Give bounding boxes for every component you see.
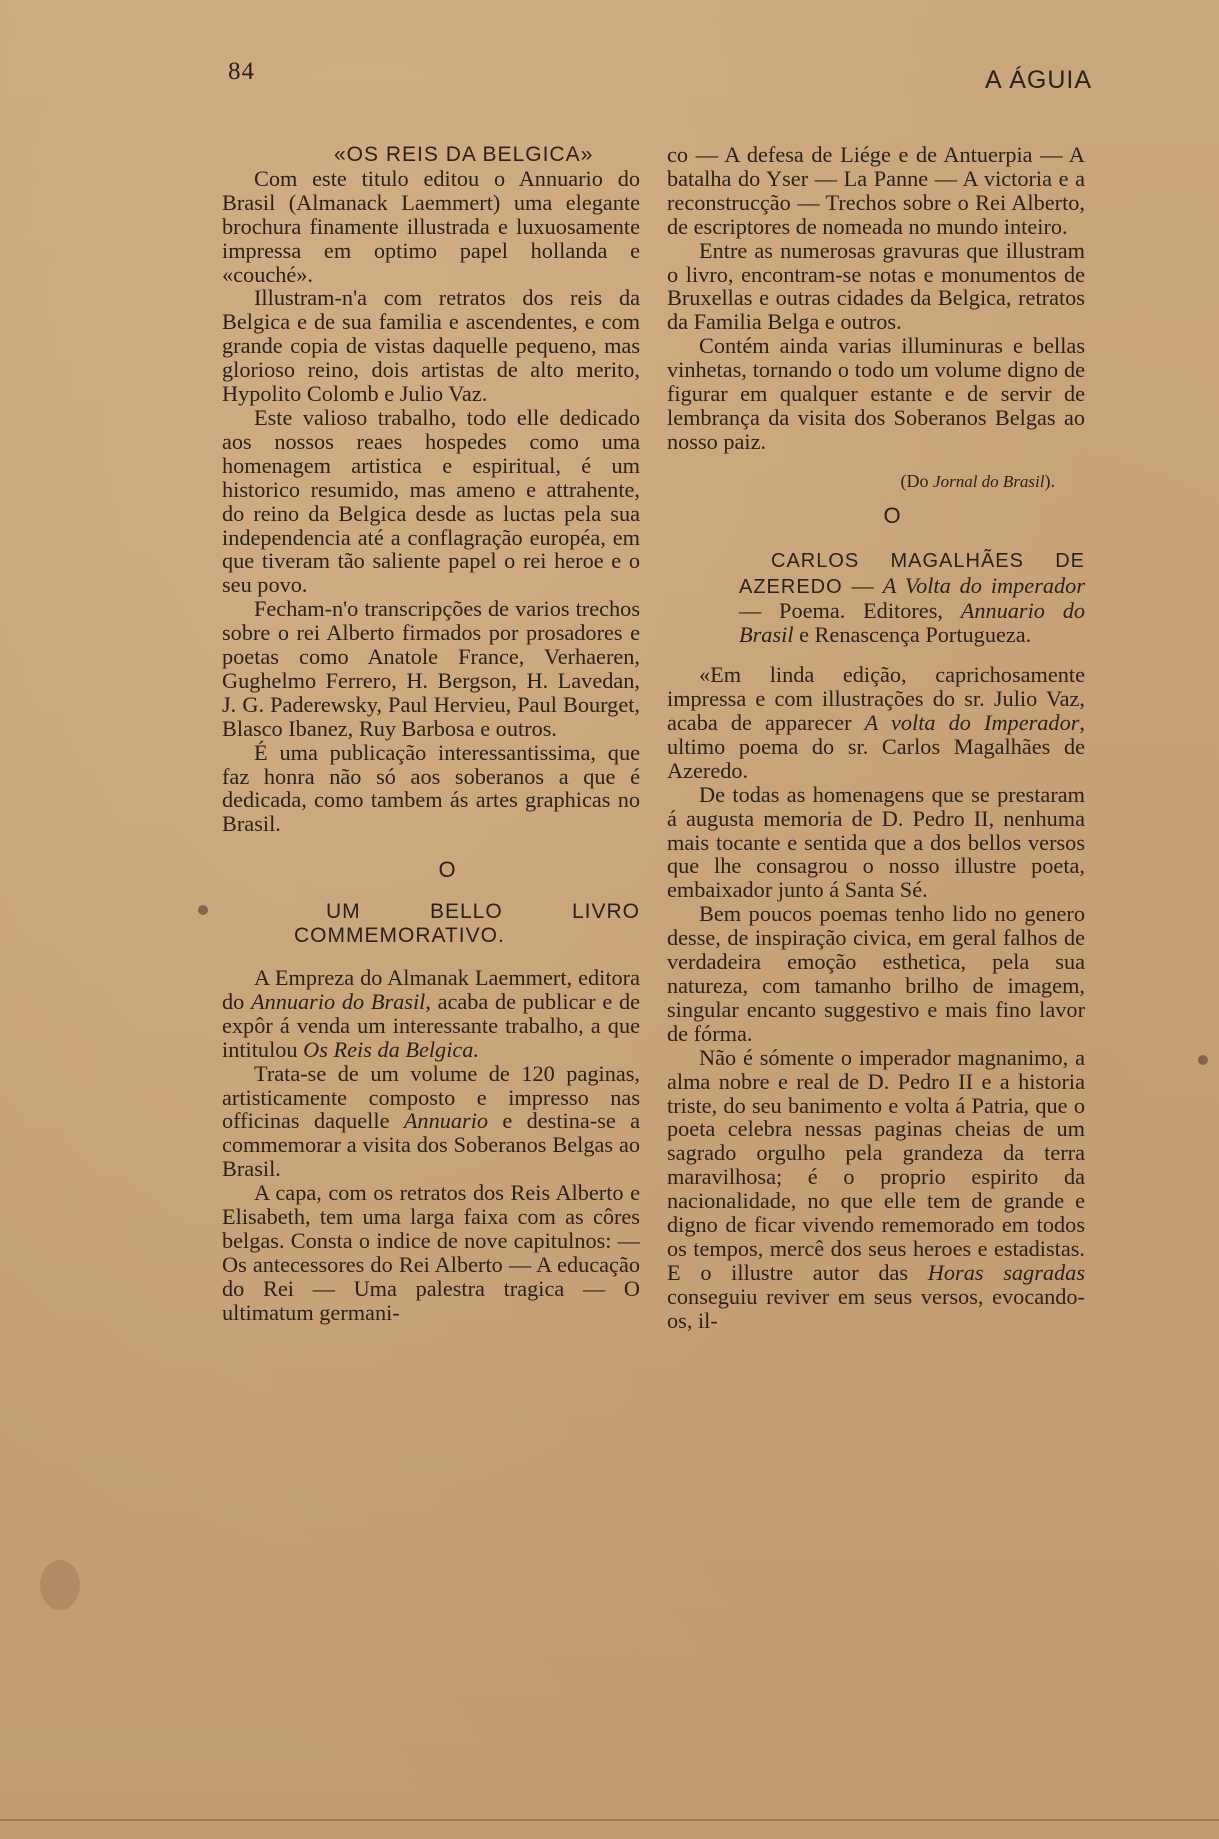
paragraph: Contém ainda varias illuminuras e bellas vinhetas, tornando o todo um volume digno de figurar em qualquer estante e de servir de lembrança da visita dos Soberanos Belgas ao nosso paiz. [667, 333, 1085, 454]
paragraph: Este valioso trabalho, todo elle dedicado aos nossos reaes hospedes como uma homenagem artistica e espiritual, é um historico resumido, mas ameno e attrahente, do reino da Belgica desde as luctas pela sua independencia até a conflagração européa, em que tiveram tão saliente papel o rei heroe e o seu povo. [222, 404, 640, 598]
paragraph: Entre as numerosas gravuras que illustram o livro, encontram-se notas e monumentos de Bruxellas e outras cidades da Belgica, retratos da Familia Belga e outros. [667, 237, 1085, 335]
page-edge-line [0, 1819, 1219, 1821]
paragraph: De todas as homenagens que se prestaram á augusta memoria de D. Pedro II, nenhuma mais tocante e sentida que a dos bellos versos que lhe consagrou o nosso illustre poeta, embaixador junto á Santa Sé. [667, 781, 1085, 903]
right-column [667, 143, 1085, 1333]
paragraph: co — A defesa de Liége e de Antuerpia — A batalha do Yser — La Panne — A victoria e a reconstrucção — Trechos sobre o Rei Alberto, de escriptores de nomeada no mundo inteiro. [667, 142, 1085, 239]
source-attribution: (Do Jornal do Brasil). [900, 470, 1055, 491]
paragraph: Trata-se de um volume de 120 paginas, artisticamente composto e impresso nas officinas daquelle Annuario e destina-se a commemorar a visita dos Soberanos Belgas ao Brasil. [222, 1060, 641, 1182]
section-title-reis-da-belgica: «OS REIS DA BELGICA» [334, 143, 594, 166]
left-column [222, 143, 640, 1325]
paragraph: A capa, com os retratos dos Reis Alberto e Elisabeth, tem uma larga faixa com as côres belgas. Consta o indice de nove capitulnos: — Os antecessores do Rei Alberto — A educação do Rei — Uma palestra tragica — O ultimatum germani- [222, 1180, 640, 1325]
page-number: 84 [228, 58, 255, 85]
paragraph: Illustram-n'a com retratos dos reis da Belgica e de sua familia e ascendentes, e com grande copia de vistas daquelle pequeno, mas glorioso reino, dois artistas de alto merito, Hypolito Colomb e Julio Vaz. [222, 285, 640, 407]
paragraph: Não é sómente o imperador magnanimo, a alma nobre e real de D. Pedro II e a historia triste, do seu banimento e volta á Patria, que o poeta celebra nessas paginas cheias de um sagrado orgulho pela grandeza da terra maravilhosa; é o proprio espirito da nacionalidade, no que elle tem de grande e digno de ficar vivendo rememorado em todos os tempos, mercê dos seus heroes e estadistas. E o illustre autor das Horas sagradas conseguiu reviver em seus versos, evocando-os, il- [667, 1044, 1085, 1333]
paragraph: A Empreza do Almanak Laemmert, editora do Annuario do Brasil, acaba de publicar e de expôr á venda um interessante trabalho, a que intitulou Os Reis da Belgica. [222, 965, 641, 1062]
paragraph: Bem poucos poemas tenho lido no genero desse, de inspiração civica, em geral falhos de verdadeira emoção esthetica, pela sua natureza, com tamanho brilho de imagem, singular encanto suggestivo e mais fino lavor de fórma. [667, 901, 1085, 1046]
paragraph: É uma publicação interessantissima, que faz honra não só aos soberanos a que é dedicada, como tambem ás artes graphicas no Brasil. [222, 739, 640, 837]
section-separator: O [438, 857, 456, 883]
section-separator: O [883, 502, 901, 528]
paper-stain [1198, 1055, 1208, 1065]
paper-stain [40, 1560, 80, 1610]
section-title-bello-livro: UM BELLO LIVRO COMMEMORATIVO. [294, 900, 640, 948]
running-head: A ÁGUIA [985, 66, 1093, 94]
paragraph: Com este titulo editou o Annuario do Brasil (Almanack Laemmert) uma elegante brochura finamente illustrada e luxuosamente impressa em optimo papel hollanda e «couché». [222, 165, 640, 287]
book-entry: CARLOS MAGALHÃES DE AZEREDO — A Volta do imperador — Poema. Editores, Annuario do Brasil e Renascença Portugueza. [739, 549, 1085, 648]
paragraph: «Em linda edição, caprichosamente impressa e com illustrações do sr. Julio Vaz, acaba de apparecer A volta do Imperador, ultimo poema do sr. Carlos Magalhães de Azeredo. [667, 662, 1085, 783]
paper-stain [198, 905, 208, 915]
paragraph: Fecham-n'o transcripções de varios trechos sobre o rei Alberto firmados por prosadores e poetas como Anatole France, Verhaeren, Gughelmo Ferrero, H. Bergson, H. Lavedan, J. G. Paderewsky, Paul Hervieu, Paul Bourget, Blasco Ibanez, Ruy Barbosa e outros. [222, 596, 640, 741]
